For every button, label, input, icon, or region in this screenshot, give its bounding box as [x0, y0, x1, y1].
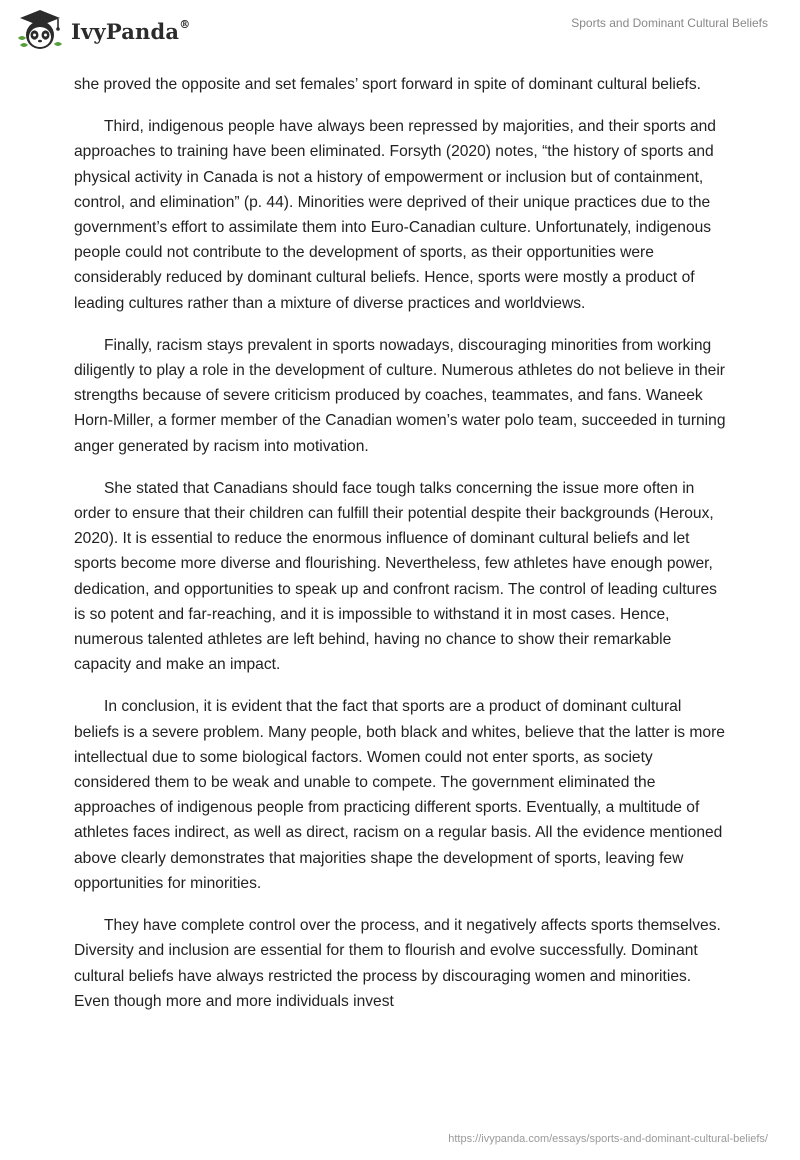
paragraph: Third, indigenous people have always been repressed by majorities, and their sports and approaches to training have been eliminated. Forsyth (2020) notes, “the history of sports and physical activity in Canada is not a history of empowerment or inclusion but of containment, control, and elimination” (p. 44). Minorities were deprived of their unique practices due to the government’s effort to assimilate them into Euro-Canadian culture. Unfortunately, indigenous people could not contribute to the development of sports, as their opportunities were considerably reduced by dominant cultural beliefs. Hence, sports were mostly a product of leading cultures rather than a mixture of diverse practices and worldviews. — [74, 118, 716, 312]
document-title: Sports and Dominant Cultural Beliefs — [571, 16, 768, 30]
paragraph: In conclusion, it is evident that the fact that sports are a product of dominant cultural beliefs is a severe problem. Many people, both black and whites, believe that the latter is more intellectual due to some biological factors. Women could not enter sports, as society considered them to be weak and unable to compete. The government eliminated the approaches of indigenous people from practicing different sports. Eventually, a multitude of athletes faces indirect, as well as direct, racism on a regular basis. All the evidence mentioned above clearly demonstrates that majorities shape the development of sports, leaving few opportunities for minorities. — [74, 698, 725, 892]
paragraph: She stated that Canadians should face tough talks concerning the issue more often in order to ensure that their children can fulfill their potential despite their backgrounds (Heroux, 2020). It is essential to reduce the enormous influence of dominant cultural beliefs and let sports become more diverse and flourishing. Nevertheless, few athletes have enough power, dedication, and opportunities to speak up and confront racism. The control of leading cultures is so potent and far-reaching, and it is impossible to withstand it in most cases. Hence, numerous talented athletes are left behind, having no chance to show their remarkable capacity and make an impact. — [74, 479, 717, 674]
paragraph: Finally, racism stays prevalent in sports nowadays, discouraging minorities from working diligently to play a role in the development of culture. Numerous athletes do not believe in their strengths because of severe criticism produced by coaches, teammates, and fans. Waneek Horn-Miller, a former member of the Canadian women’s water polo team, succeeded in turning anger generated by racism into motivation. — [74, 336, 726, 455]
ivypanda-logo[interactable] — [14, 8, 190, 52]
paragraph: They have complete control over the process, and it negatively affects sports themselves. Diversity and inclusion are essential for them to flourish and evolve successfully. Dominant cultural beliefs have always restricted the process by discouraging women and minorities. Even though more and more individuals invest — [74, 917, 721, 1010]
panda-graduate-icon — [14, 8, 66, 52]
paragraph-continuation: she proved the opposite and set females’ sport forward in spite of dominant cultural beliefs. — [74, 76, 701, 93]
brand-name: IvyPanda® — [71, 17, 191, 44]
page-header — [0, 0, 800, 70]
essay-body — [74, 72, 726, 1031]
source-url-link[interactable]: https://ivypanda.com/essays/sports-and-dominant-cultural-beliefs/ — [448, 1133, 768, 1145]
